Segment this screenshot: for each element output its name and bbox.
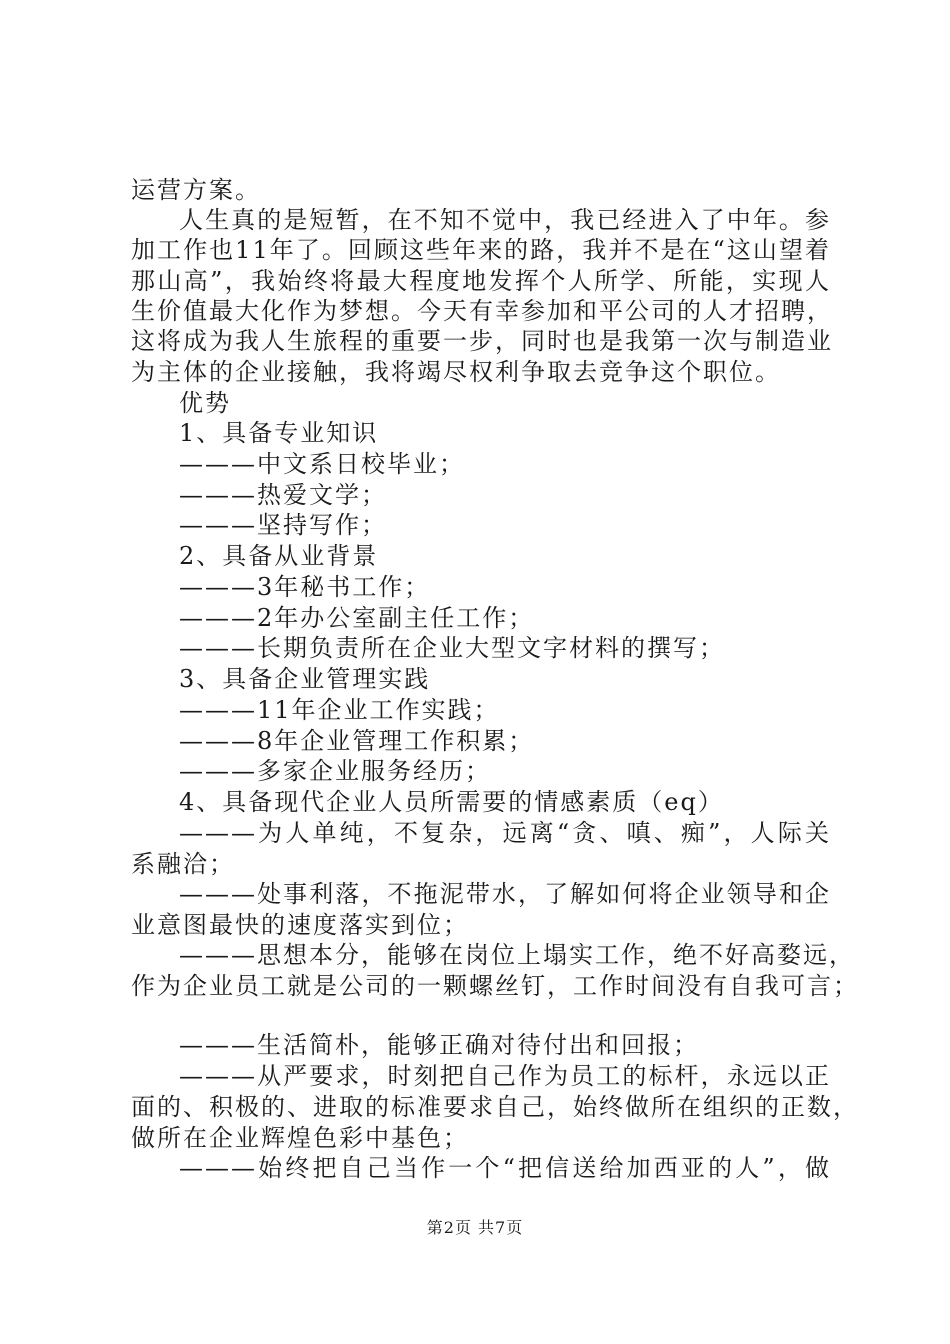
text-line: 做所在企业辉煌色彩中基色； [131, 1124, 469, 1152]
text-line: ———为人单纯，不复杂，远离“贪、嗔、痴”，人际关 [179, 819, 831, 847]
page-number-footer: 第2页 共7页 [426, 1218, 524, 1237]
text-line: 作为企业员工就是公司的一颗螺丝钉，工作时间没有自我可言； [131, 972, 859, 1000]
text-line: ———2年办公室副主任工作； [179, 604, 535, 632]
text-line: 运营方案。 [131, 176, 261, 204]
text-line: 系融洽； [131, 850, 235, 878]
text-line: ———思想本分，能够在岗位上塌实工作，绝不好高婺远， [179, 941, 855, 969]
text-line: 面的、积极的、进取的标准要求自己，始终做所在组织的正数， [131, 1093, 859, 1121]
text-line: ———8年企业管理工作积累； [179, 727, 535, 755]
text-line: ———生活简朴，能够正确对待付出和回报； [179, 1031, 699, 1059]
text-line: 生价值最大化作为梦想。今天有幸参加和平公司的人才招聘， [131, 297, 833, 325]
text-line: ———3年秘书工作； [179, 573, 431, 601]
text-line: ———热爱文学； [179, 481, 387, 509]
text-line: ———长期负责所在企业大型文字材料的撰写； [179, 634, 725, 662]
text-line: 加工作也11年了。回顾这些年来的路，我并不是在“这山望着 [131, 236, 831, 264]
text-line: ———坚持写作； [179, 511, 387, 539]
text-line: ———处事利落，不拖泥带水，了解如何将企业领导和企 [179, 880, 831, 908]
text-line: 人生真的是短暂，在不知不觉中，我已经进入了中年。参 [179, 206, 831, 234]
text-line: 业意图最快的速度落实到位； [131, 911, 469, 939]
text-line: ———中文系日校毕业； [179, 450, 465, 478]
text-line: ———从严要求，时刻把自己作为员工的标杆，永远以正 [179, 1062, 831, 1090]
text-line: 为主体的企业接触，我将竭尽权利争取去竞争这个职位。 [131, 358, 781, 386]
text-line: 那山高”，我始终将最大程度地发挥个人所学、所能，实现人 [131, 267, 831, 295]
text-line: ———始终把自己当作一个“把信送给加西亚的人”，做 [179, 1154, 831, 1182]
text-line: 4、具备现代企业人员所需要的情感素质（eq） [179, 788, 724, 816]
text-line: 2、具备从业背景 [179, 542, 379, 570]
text-line: 这将成为我人生旅程的重要一步，同时也是我第一次与制造业 [131, 327, 833, 355]
text-line: 1、具备专业知识 [179, 419, 379, 447]
text-line: ———11年企业工作实践； [179, 696, 500, 724]
section-heading: 优势 [179, 389, 231, 417]
text-line: 3、具备企业管理实践 [179, 665, 431, 693]
text-line: ———多家企业服务经历； [179, 757, 491, 785]
